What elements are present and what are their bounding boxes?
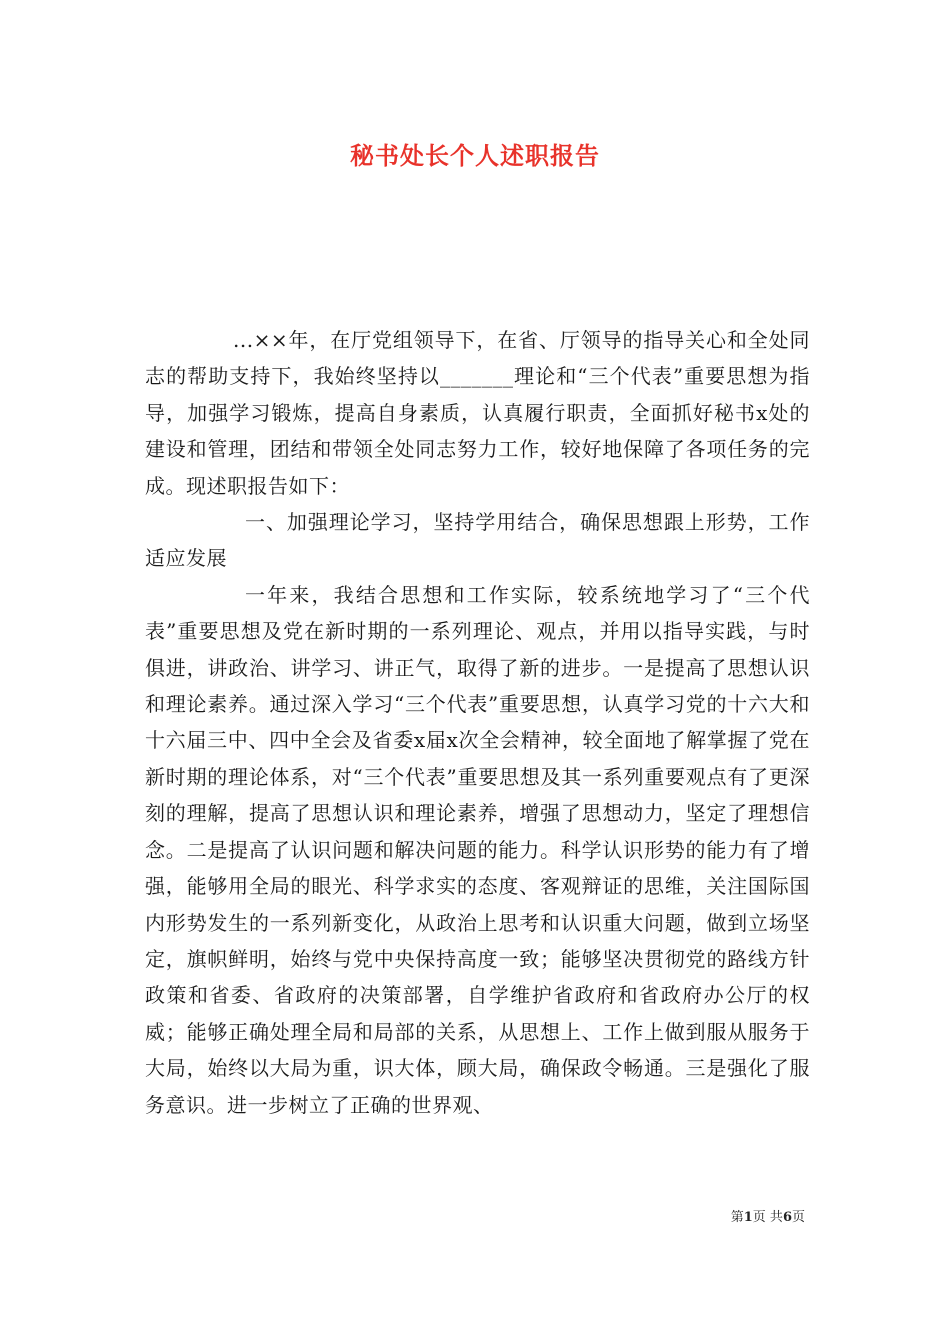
page-footer (731, 1206, 805, 1225)
document-title: 秘书处长个人述职报告 (350, 141, 600, 170)
body-paragraph: 一年来，我结合思想和工作实际，较系统地学习了“三个代表”重要思想及党在新时期的一系列理论、观点，并用以指导实践，与时俱进，讲政治、讲学习、讲正气，取得了新的进步。一是提高了思想认识和理论素养。通过深入学习“三个代表”重要思想，认真学习党的十六大和十六届三中、四中全会及省委x届x次全会精神，较全面地了解掌握了党在新时期的理论体系，对“三个代表”重要思想及其一系列重要观点有了更深刻的理解，提高了思想认识和理论素养，增强了思想动力，坚定了理想信念。二是提高了认识问题和解决问题的能力。科学认识形势的能力有了增强，能够用全局的眼光、科学求实的态度、客观辩证的思维，关注国际国内形势发生的一系列新变化，从政治上思考和认识重大问题，做到立场坚定，旗帜鲜明，始终与党中央保持高度一致；能够坚决贯彻党的路线方针政策和省委、省政府的决策部署，自学维护省政府和省政府办公厅的权威；能够正确处理全局和局部的关系，从思想上、工作上做到服从服务于大局，始终以大局为重，识大体，顾大局，确保政令畅通。三是强化了服务意识。进一步树立了正确的世界观、 (145, 582, 810, 1117)
intro-paragraph: ...××年，在厅党组领导下，在省、厅领导的指导关心和全处同志的帮助支持下，我始终坚持以_______理论和“三个代表”重要思想为指导，加强学习锻炼，提高自身素质，认真履行职责，全面抓好秘书x处的建设和管理，团结和带领全处同志努力工作，较好地保障了各项任务的完成。现述职报告如下： (145, 328, 810, 498)
footer-page-number: 1 (743, 1210, 753, 1225)
document-body (145, 322, 810, 1123)
footer-middle: 页 共 (752, 1210, 783, 1225)
footer-prefix: 第 (730, 1210, 744, 1225)
section-heading: 一、加强理论学习，坚持学用结合，确保思想跟上形势，工作适应发展 (145, 510, 810, 571)
footer-total-pages: 6 (782, 1210, 792, 1225)
footer-suffix: 页 (791, 1210, 805, 1225)
